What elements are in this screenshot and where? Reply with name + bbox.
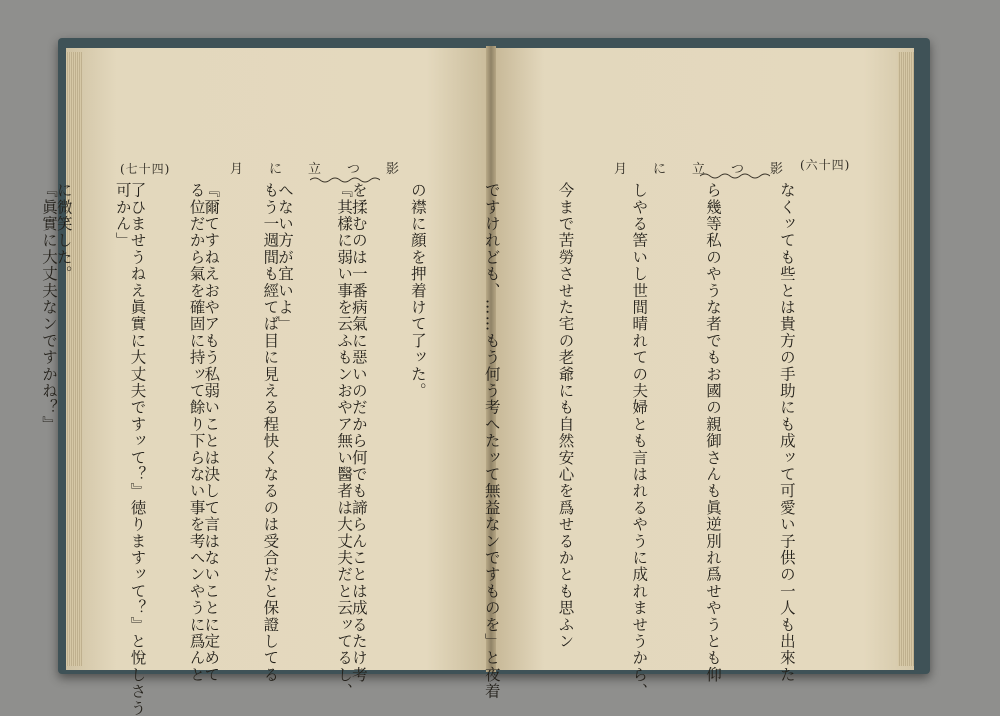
text-line: 了ひませうねえ眞實に大丈夫ですッて？』徳りますッて？』と悅しさう [128, 182, 147, 716]
text-line: ですけれども、……もう何う考へたッて無益なンですものを」と夜着 [482, 182, 501, 700]
text-line: 『其樣に弱い事を云ふもンおやア無い醫者は大丈夫だと云ッてるし、 [335, 182, 354, 700]
right-folio: (六十四) [800, 158, 851, 172]
text-line: もう一週間も經てば目に見える程快くなるのは受合だと保證してる [261, 182, 280, 683]
right-running-title: 月に立つ影 [614, 162, 810, 177]
text-line: なくッても些とは貴方の手助にも成ッて可愛い子供の一人も出來た [777, 182, 796, 683]
text-line: る位だから氣を確固に持ッて餘り下らない事を考へンやうに爲んと [187, 182, 206, 683]
text-line: へない方が宜いよ」 [276, 182, 295, 333]
text-line: 今まで苦勞させた宅の老爺にも自然安心を爲せるかとも思ふン [556, 182, 575, 650]
text-line: 『眞實に大丈夫なンですかね？』 [40, 182, 58, 433]
text-line: 可かん」 [113, 182, 132, 249]
right-title-ornament [700, 172, 770, 180]
text-line: しやる筈いし世間晴れての夫婦とも言はれるやうに成れませうから、 [630, 182, 649, 700]
text-line: に微笑した。 [54, 182, 73, 283]
text-line: を揉むのは一番病氣に惡いのだから何でも諦らんことは成るたけ考 [349, 182, 368, 683]
text-line: 『爾てすねえおやアもう私弱いことは決して言はないことに定めて [202, 182, 221, 683]
right-page-edges [898, 52, 914, 666]
text-line: の襟に顔を押着けて了ッた。 [408, 182, 427, 400]
text-line: ら幾等私のやうな者でもお國の親御さんも眞逆別れ爲せやうとも仰 [704, 182, 723, 683]
left-folio: (七十四) [120, 162, 171, 176]
left-running-title: 月に立つ影 [230, 162, 426, 177]
